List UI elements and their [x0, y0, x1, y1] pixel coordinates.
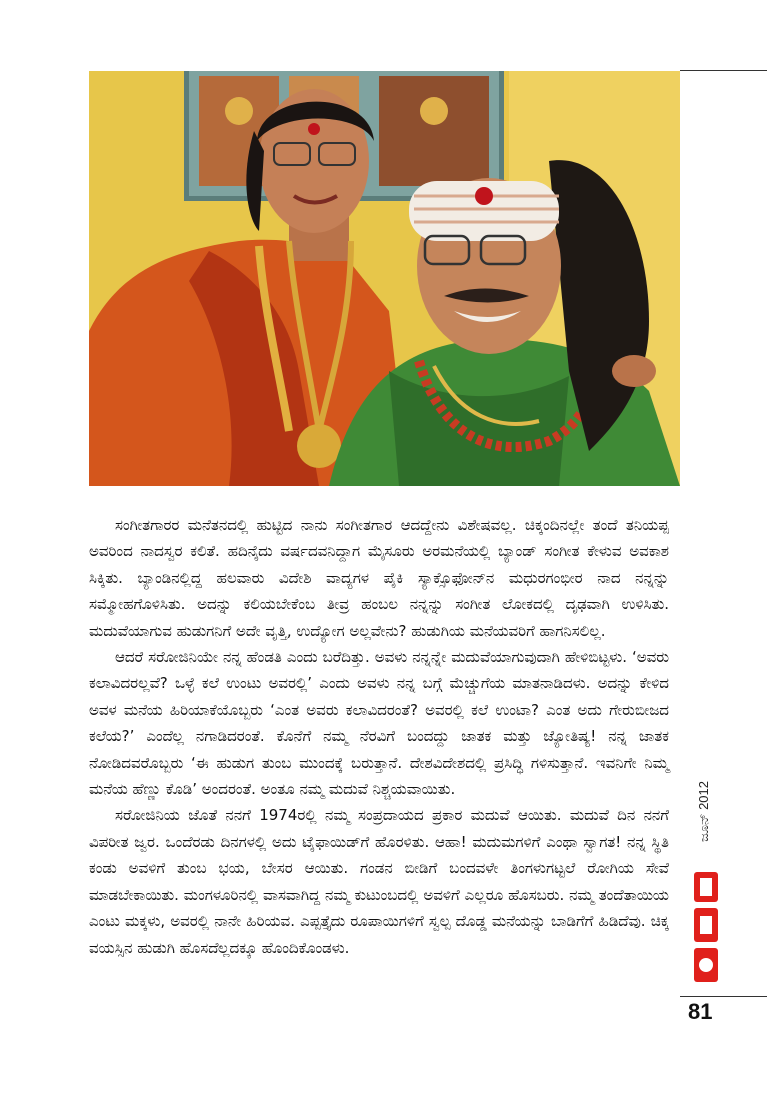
issue-date: ಜೂನ್ 2012 — [696, 780, 711, 842]
article-body — [89, 512, 669, 961]
page-number: 81 — [688, 999, 713, 1024]
top-rule — [680, 70, 767, 71]
bottom-rule — [680, 996, 767, 997]
article-paragraph: ಸಂಗೀತಗಾರರ ಮನೆತನದಲ್ಲಿ ಹುಟ್ಟಿದ ನಾನು ಸಂಗೀತಗಾರ ಆದದ್ದೇನು ವಿಶೇಷವಲ್ಲ. ಚಿಕ್ಕಂದಿನಲ್ಲೇ ತಂದೆ ತನಿಯಪ್ಪ ಅವರಿಂದ ನಾದಸ್ವರ ಕಲಿತೆ. ಹದಿನೈದು ವರ್ಷದವನಿದ್ದಾಗ ಮೈಸೂರು ಅರಮನೆಯಲ್ಲಿ ಬ್ಯಾಂಡ್ ಸಂಗೀತ ಕೇಳುವ ಅವಕಾಶ ಸಿಕ್ಕಿತು. ಬ್ಯಾಂಡಿನಲ್ಲಿದ್ದ ಹಲವಾರು ವಿದೇಶಿ ವಾದ್ಯಗಳ ಪೈಕಿ ಸ್ಯಾಕ್ಸೊಫೋನ್‌ನ ಮಧುರಗಂಭೀರ ನಾದ ನನ್ನನ್ನು ಸಮ್ಮೋಹಗೊಳಿಸಿತು. ಅದನ್ನು ಕಲಿಯಬೇಕೆಂಬ ತೀವ್ರ ಹಂಬಲ ನನ್ನನ್ನು ಸಂಗೀತ ಲೋಕದಲ್ಲಿ ದೃಢವಾಗಿ ಉಳಿಸಿತು. ಮದುವೆಯಾಗುವ ಹುಡುಗನಿಗೆ ಅದೇ ವೃತ್ತಿ, ಉದ್ಯೋಗ ಅಲ್ಲವೇನು? ಹುಡುಗಿಯ ಮನೆಯವರಿಗೆ ಹಾಗನಿಸಲಿಲ್ಲ. — [89, 516, 669, 640]
article-paragraph: ಸರೋಜಿನಿಯ ಜೊತೆ ನನಗೆ 1974ರಲ್ಲಿ ನಮ್ಮ ಸಂಪ್ರದಾಯದ ಪ್ರಕಾರ ಮದುವೆ ಆಯಿತು. ಮದುವೆ ದಿನ ನನಗೆ ವಿಪರೀತ ಜ್ವರ. ಒಂದೆರಡು ದಿನಗಳಲ್ಲಿ ಅದು ಟೈಫಾಯಿಡ್‌ಗೆ ಹೊರಳಿತು. ಆಹಾ! ಮದುಮಗಳಿಗೆ ಎಂಥಾ ಸ್ವಾಗತ! ನನ್ನ ಸ್ಥಿತಿ ಕಂಡು ಅವಳಿಗೆ ತುಂಬ ಭಯ, ಬೇಸರ ಆಯಿತು. ಗಂಡನ ಬೀಡಿಗೆ ಬಂದವಳೇ ತಿಂಗಳುಗಟ್ಟಲೆ ರೋಗಿಯ ಸೇವೆ ಮಾಡಬೇಕಾಯಿತು. ಮಂಗಳೂರಿನಲ್ಲಿ ವಾಸವಾಗಿದ್ದ ನಮ್ಮ ಕುಟುಂಬದಲ್ಲಿ ಅವಳಿಗೆ ಎಲ್ಲರೂ ಹೊಸಬರು. ನಮ್ಮ ತಂದೆತಾಯಿಯ ಎಂಟು ಮಕ್ಕಳು, ಅವರಲ್ಲಿ ನಾನೇ ಹಿರಿಯವ. ಎಪ್ಪತ್ತೈದು ರೂಪಾಯಿಗಳಿಗೆ ಸ್ವಲ್ಪ ದೊಡ್ಡ ಮನೆಯನ್ನು ಬಾಡಿಗೆಗೆ ಹಿಡಿದೆವು. ಚಿಕ್ಕ ವಯಸ್ಸಿನ ಹುಡುಗಿ ಹೊಸದೆಲ್ಲದಕ್ಕೂ ಹೊಂದಿಕೊಂಡಳು. — [89, 806, 669, 957]
article-paragraph: ಆದರೆ ಸರೋಜಿನಿಯೇ ನನ್ನ ಹೆಂಡತಿ ಎಂದು ಬರೆದಿತ್ತು. ಅವಳು ನನ್ನನ್ನೇ ಮದುವೆಯಾಗುವುದಾಗಿ ಹೇಳಿಬಿಟ್ಟಳು. ‘ಅವರು ಕಲಾವಿದರಲ್ಲವೆ? ಒಳ್ಳೆ ಕಲೆ ಉಂಟು ಅವರಲ್ಲಿ’ ಎಂದು ಅವಳು ನನ್ನ ಬಗ್ಗೆ ಮೆಚ್ಚುಗೆಯ ಮಾತನಾಡಿದಳು. ಅದನ್ನು ಕೇಳಿದ ಅವಳ ಮನೆಯ ಹಿರಿಯಾಕೆಯೊಬ್ಬರು ‘ಎಂತ ಅವರು ಕಲಾವಿದರಂತೆ? ಅವರಲ್ಲಿ ಕಲೆ ಉಂಟಾ? ಎಂತ ಅದು ಗೇರುಬೀಜದ ಕಲೆಯ?’ ಎಂದೆಲ್ಲ ನಗಾಡಿದರಂತೆ. ಕೊನೆಗೆ ನಮ್ಮ ನೆರವಿಗೆ ಬಂದದ್ದು ಜಾತಕ ಮತ್ತು ಜ್ಯೋತಿಷ್ಯ! ನನ್ನ ಜಾತಕ ನೋಡಿದವರೊಬ್ಬರು ‘ಈ ಹುಡುಗ ತುಂಬ ಮುಂದಕ್ಕೆ ಬರುತ್ತಾನೆ. ದೇಶವಿದೇಶದಲ್ಲಿ ಪ್ರಸಿದ್ಧಿ ಗಳಿಸುತ್ತಾನೆ. ಇವನಿಗೇ ನಿಮ್ಮ ಮನೆಯ ಹೆಣ್ಣು ಕೊಡಿ’ ಅಂದರಂತೆ. ಅಂತೂ ನಮ್ಮ ಮದುವೆ ನಿಶ್ಚಯವಾಯಿತು. — [89, 648, 669, 799]
couple-photo — [89, 71, 680, 486]
magazine-logo — [690, 872, 722, 982]
article-photo — [89, 71, 680, 486]
